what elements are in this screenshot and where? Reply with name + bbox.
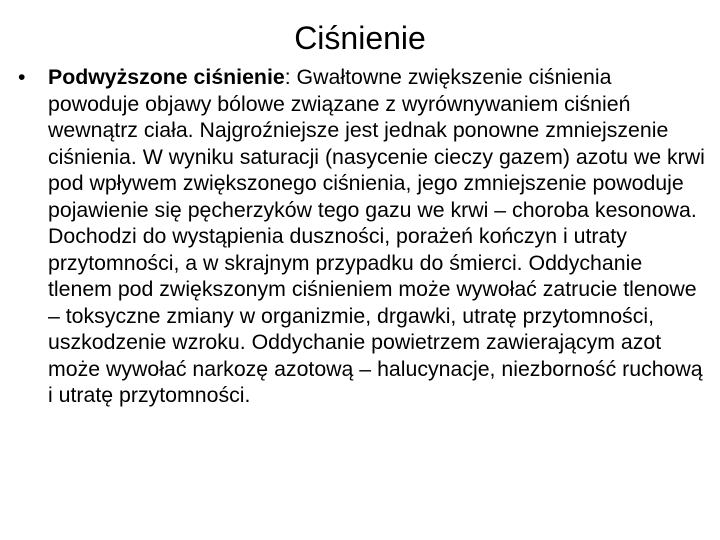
slide-content bbox=[18, 64, 708, 409]
slide-title: Ciśnienie bbox=[294, 20, 426, 56]
bullet-marker: • bbox=[18, 65, 26, 89]
bullet-item bbox=[18, 64, 708, 409]
bullet-separator: : bbox=[284, 65, 297, 89]
bullet-text: Gwałtowne zwiększenie ciśnienia powoduje objawy bólowe związane z wyrównywaniem ciśnień wewnątrz ciała. Najgroźniejsze jest jednak ponowne zmniejszenie ciśnienia. W wyniku saturacji (nasycenie cieczy gazem) azotu we krwi pod wpływem zwiększonego ciśnienia, jego zmniejszenie powoduje pojawienie się pęcherzyków tego gazu we krwi – choroba kesonowa. Dochodzi do wystąpienia duszności, porażeń kończyn i utraty przytomności, a w skrajnym przypadku do śmierci. Oddychanie tlenem pod zwiększonym ciśnieniem może wywołać zatrucie tlenowe – toksyczne zmiany w organizmie, drgawki, utratę przytomności, uszkodzenie wzroku. Oddychanie powietrzem zawierającym azot może wywołać narkozę azotową – halucynacje, niezborność ruchową i utratę przytomności. bbox=[48, 65, 705, 407]
bullet-term: Podwyższone ciśnienie bbox=[48, 65, 285, 89]
